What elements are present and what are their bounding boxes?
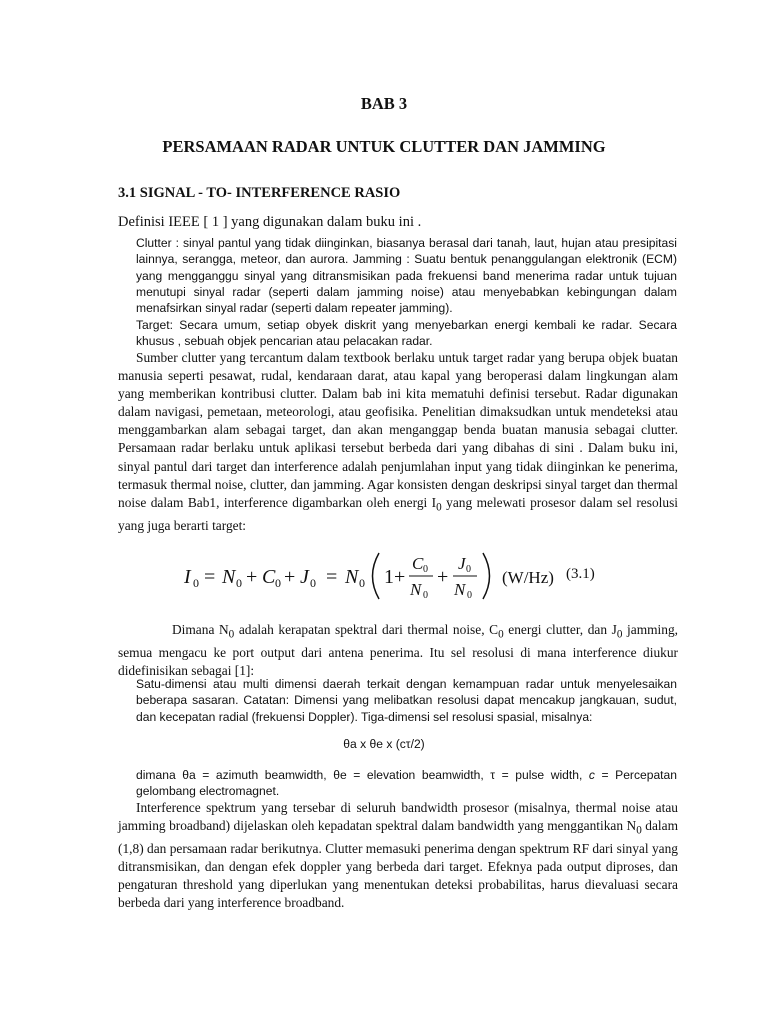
where-text-b: = Percepatan gelombang electromagnet.: [136, 768, 677, 799]
definition-target: Target: Secara umum, setiap obyek diskrit yang menyebarkan energi kembali ke radar. Secara khusus , sebuah objek pencarian atau pelacakan radar.: [136, 318, 677, 349]
eq-equals: =: [326, 566, 338, 588]
paragraph-3-text-a: Interference spektrum yang tersebar di seluruh bandwidth prosesor (misalnya, thermal noise atau jamming broadband) dijelaskan oleh kepadatan spektral dalam bandwidth yang menggantikan N: [118, 800, 678, 834]
eq-right-paren: [483, 553, 490, 599]
eq-sub-zero: 0: [423, 564, 428, 575]
eq-sub-zero: 0: [193, 576, 199, 590]
eq-symbol-n: N: [345, 566, 359, 588]
eq-sub-zero: 0: [423, 590, 428, 601]
paragraph-3-text-b: dalam (1,8) dan persamaan radar berikutnya. Clutter memasuki penerima dengan spektrum RF dari sinyal yang ditransmisikan, dan dengan efek doppler yang berbeda dari target. Efeknya pada output diproses, dan pengaturan threshold yang diperlukan yang menentukan deteksi probabilitas, harus dievaluasi secara berbeda dari yang interference broadband.: [118, 818, 678, 911]
equation-3-1: [180, 550, 600, 602]
eq-plus: +: [437, 566, 449, 588]
eq-sub-zero: 0: [359, 576, 365, 590]
subscript-zero: 0: [636, 824, 642, 837]
subscript-zero: 0: [498, 628, 504, 641]
section-heading: 3.1 SIGNAL - TO- INTERFERENCE RASIO: [118, 185, 401, 201]
body-paragraph-2: [118, 621, 678, 680]
definition-resolution-cell: Satu-dimensi atau multi dimensi daerah terkait dengan kemampuan radar untuk menyelesaikan beberapa sasaran. Catatan: Dimensi yang melibatkan resolusi dapat mencakup jangkauan, sudut, dan kecepatan radial (frekuensi Doppler). Tiga-dimensi sel resolusi spasial, misalnya:: [136, 677, 677, 724]
equation-number: (3.1): [566, 566, 595, 582]
body-paragraph-1: [118, 349, 678, 535]
eq-sub-zero: 0: [236, 576, 242, 590]
definition-clutter-jamming: Clutter : sinyal pantul yang tidak diinginkan, biasanya berasal dari tanah, laut, hujan atau presipitasi lainnya, serangga, meteor, dan aurora. Jamming : Suatu bentuk penanggulangan elektronik (ECM) yang mengganggu sinyal yang ditransmisikan pada frekuensi band menerima radar untuk tujuan menutupi sinyal radar (seperti dalam jamming noise) atau menyebabkan kebingungan dalam menafsirkan sinyal radar (seperti dalam repeater jamming).: [136, 236, 677, 316]
eq-frac-num-j: J: [458, 554, 466, 573]
eq-sub-zero: 0: [310, 576, 316, 590]
eq-sub-zero: 0: [275, 576, 281, 590]
body-paragraph-3: [118, 799, 678, 912]
eq-sub-zero: 0: [467, 590, 472, 601]
resolution-cell-formula: θa x θe x (cτ/2): [343, 737, 425, 751]
subscript-zero: 0: [228, 628, 235, 641]
paragraph-1-text-a: Sumber clutter yang tercantum dalam textbook berlaku untuk target radar yang berupa objek buatan manusia seperti pesawat, rudal, kendaraan darat, atau kapal yang beroperasi dalam lingkungan alam yang memberikan kontribusi clutter. Dalam bab ini kita mematuhi definisi tersebut. Radar digunakan dalam navigasi, pemetaan, meteorologi, atau geofisika. Penelitian dimaksudkan untuk mendeteksi atau menggambarkan alam sebagai target, dan akan menganggap benda buatan manusia sebagai clutter. Persamaan radar berlaku untuk aplikasi tersebut berbeda dari yang dibahas di sini . Dalam buku ini, sinyal pantul dari target dan interference adalah penjumlahan input yang tidak diinginkan ke penerima, termasuk thermal noise, clutter, dan jamming. Agar konsisten dengan deskripsi sinyal target dan thermal noise dalam Bab1, interference digambarkan oleh energi I: [118, 350, 678, 510]
paragraph-2-text-b: adalah kerapatan spektral dari thermal noise, C: [234, 622, 499, 637]
subscript-zero: 0: [616, 628, 623, 641]
speed-symbol: c: [588, 768, 595, 782]
subscript-zero: 0: [436, 501, 442, 514]
eq-plus: +: [394, 566, 406, 588]
eq-symbol-n: N: [222, 566, 236, 588]
eq-plus: +: [246, 566, 258, 588]
paragraph-2-text-c: energi clutter, dan J: [503, 622, 617, 637]
eq-one: 1: [384, 566, 394, 588]
page-title: PERSAMAAN RADAR UNTUK CLUTTER DAN JAMMING: [162, 137, 606, 156]
where-text-a: dimana θa = azimuth beamwidth, θe = elevation beamwidth, τ = pulse width,: [136, 768, 589, 782]
formula-variable-definitions: [136, 767, 677, 800]
eq-frac-num-c: C: [412, 554, 424, 573]
eq-symbol-j: J: [300, 566, 309, 588]
eq-symbol-c: C: [262, 566, 276, 588]
eq-frac-den-n: N: [454, 580, 466, 599]
paragraph-2-text-a: Dimana N: [172, 622, 229, 637]
eq-sub-zero: 0: [466, 564, 471, 575]
paragraph-1-text-b: yang melewati prosesor dalam sel resolusi yang juga berarti target:: [118, 494, 678, 533]
intro-line: Definisi IEEE [ 1 ] yang digunakan dalam buku ini .: [118, 214, 422, 230]
eq-plus: +: [284, 566, 296, 588]
eq-frac-den-n: N: [410, 580, 422, 599]
eq-symbol-i: I: [184, 566, 191, 588]
eq-equals: =: [204, 566, 216, 588]
chapter-number: BAB 3: [360, 94, 408, 113]
eq-unit: (W/Hz): [502, 568, 554, 587]
paragraph-2-text-d: jamming, semua mengacu ke port output dari antena penerima. Itu sel resolusi di mana interference diukur didefinisikan sebagai [1]:: [118, 622, 678, 678]
eq-left-paren: [373, 553, 380, 599]
